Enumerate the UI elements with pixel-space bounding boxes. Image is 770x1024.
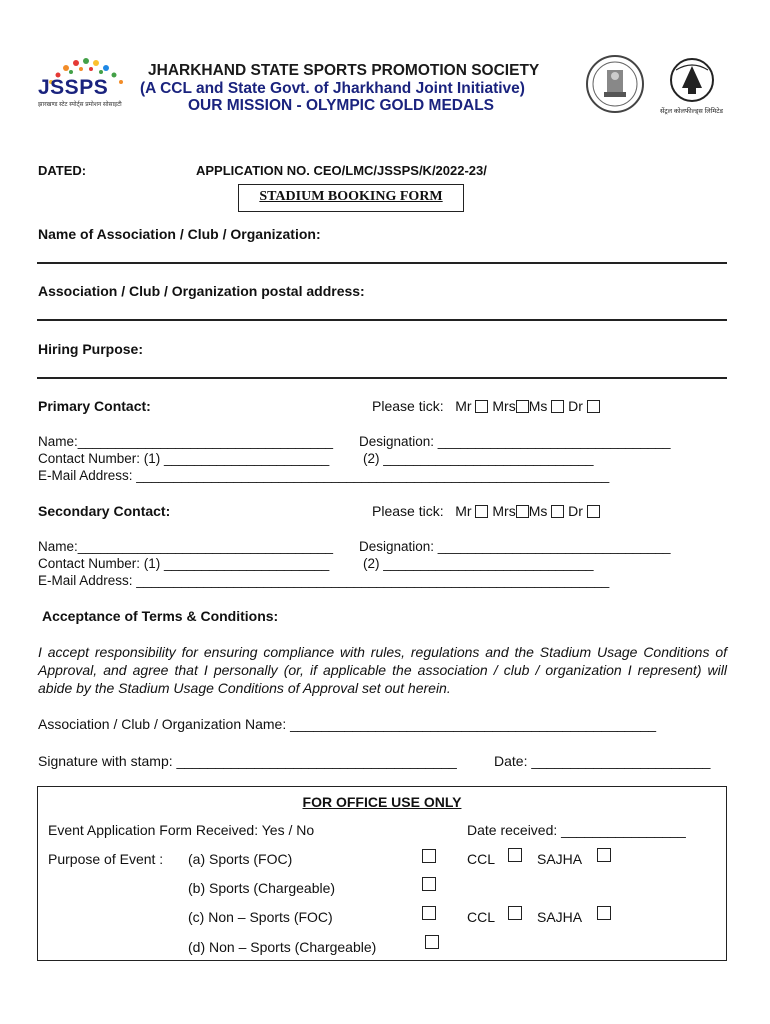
logo-tagline: झारखण्ड स्टेट स्पोर्ट्स प्रमोशन सोसाइटी	[38, 102, 122, 108]
secondary-name-field[interactable]: Name:__________________________________	[38, 539, 334, 554]
title-mrs-checkbox[interactable]	[516, 400, 529, 413]
title-mr-label: Mr	[455, 398, 472, 414]
primary-contact-number-2[interactable]: (2) ____________________________	[363, 451, 594, 466]
jssps-logo	[36, 56, 136, 112]
option-c-sajha-label: SAJHA	[537, 909, 583, 925]
coal-india-seal-icon	[662, 56, 722, 104]
title-mr-label: Mr	[455, 503, 472, 519]
option-c-ccl-checkbox[interactable]	[508, 906, 522, 920]
secondary-title-tick-row	[372, 503, 600, 519]
office-use-title: FOR OFFICE USE ONLY	[302, 794, 462, 810]
title-mr-checkbox[interactable]	[475, 400, 488, 413]
government-emblem-icon	[580, 54, 650, 114]
primary-title-tick-row	[372, 398, 600, 414]
primary-contact-heading: Primary Contact:	[38, 398, 151, 414]
date-field[interactable]: Date: _______________________	[494, 753, 711, 769]
postal-address-line[interactable]	[37, 319, 727, 321]
terms-body: I accept responsibility for ensuring compliance with rules, regulations and the Stadium Usage Conditions of Approval, and agree that I personally (or, if applicable the association / club / organization I represent) will abide by the Stadium Usage Conditions of Approval set out herein.	[38, 644, 727, 696]
form-received-label: Event Application Form Received: Yes / No	[48, 822, 315, 838]
option-a-sajha-checkbox[interactable]	[597, 848, 611, 862]
primary-email-field[interactable]: E-Mail Address: _______________________________________________________________	[38, 468, 610, 483]
option-a-sajha-label: SAJHA	[537, 851, 583, 867]
terms-heading: Acceptance of Terms & Conditions:	[42, 608, 279, 624]
secondary-email-field[interactable]: E-Mail Address: _______________________________________________________________	[38, 573, 610, 588]
title-mrs-checkbox[interactable]	[516, 505, 529, 518]
purpose-of-event-label: Purpose of Event :	[48, 851, 164, 867]
option-non-sports-foc-checkbox[interactable]	[422, 906, 436, 920]
secondary-contact-heading: Secondary Contact:	[38, 503, 171, 519]
office-use-box	[37, 786, 727, 961]
secondary-contact-number-1[interactable]: Contact Number: (1) ______________________	[38, 556, 330, 571]
primary-designation-field[interactable]: Designation: _______________________________	[359, 434, 671, 449]
association-name-label: Name of Association / Club / Organization:	[38, 226, 321, 242]
title-dr-checkbox[interactable]	[587, 505, 600, 518]
org-title: JHARKHAND STATE SPORTS PROMOTION SOCIETY	[148, 62, 540, 79]
org-name-field[interactable]: Association / Club / Organization Name: _______________________________________________	[38, 716, 657, 732]
option-non-sports-chargeable-checkbox[interactable]	[425, 935, 439, 949]
seal-caption: सेंट्रल कोलफील्ड्स लिमिटेड	[660, 108, 724, 115]
title-ms-checkbox[interactable]	[551, 400, 564, 413]
option-sports-foc-checkbox[interactable]	[422, 849, 436, 863]
title-dr-label: Dr	[568, 503, 583, 519]
option-non-sports-foc-label: (c) Non – Sports (FOC)	[188, 909, 333, 925]
title-ms-checkbox[interactable]	[551, 505, 564, 518]
option-sports-foc-label: (a) Sports (FOC)	[188, 851, 293, 867]
org-subtitle: (A CCL and State Govt. of Jharkhand Joint Initiative)	[140, 80, 525, 97]
option-c-sajha-checkbox[interactable]	[597, 906, 611, 920]
option-non-sports-chargeable-label: (d) Non – Sports (Chargeable)	[188, 939, 377, 955]
option-sports-chargeable-checkbox[interactable]	[422, 877, 436, 891]
primary-name-field[interactable]: Name:__________________________________	[38, 434, 334, 449]
option-a-ccl-label: CCL	[467, 851, 496, 867]
date-received-field[interactable]: Date received: ________________	[467, 822, 686, 838]
option-c-ccl-label: CCL	[467, 909, 496, 925]
title-mrs-label: Mrs	[492, 503, 516, 519]
postal-address-label: Association / Club / Organization postal address:	[38, 283, 365, 299]
association-name-line[interactable]	[37, 262, 727, 264]
please-tick-label: Please tick:	[372, 398, 444, 414]
mission-line: OUR MISSION - OLYMPIC GOLD MEDALS	[188, 97, 494, 114]
form-title: STADIUM BOOKING FORM	[259, 189, 443, 204]
title-ms-label: Ms	[528, 503, 548, 519]
title-mrs-label: Mrs	[492, 398, 516, 414]
title-dr-checkbox[interactable]	[587, 400, 600, 413]
dated-label: DATED:	[38, 163, 87, 178]
title-mr-checkbox[interactable]	[475, 505, 488, 518]
secondary-contact-number-2[interactable]: (2) ____________________________	[363, 556, 594, 571]
primary-contact-number-1[interactable]: Contact Number: (1) ______________________	[38, 451, 330, 466]
please-tick-label: Please tick:	[372, 503, 444, 519]
title-ms-label: Ms	[528, 398, 548, 414]
option-sports-chargeable-label: (b) Sports (Chargeable)	[188, 880, 336, 896]
hiring-purpose-line[interactable]	[37, 377, 727, 379]
signature-field[interactable]: Signature with stamp: ____________________________________	[38, 753, 457, 769]
hiring-purpose-label: Hiring Purpose:	[38, 341, 144, 357]
logo-text: JSSPS	[38, 76, 109, 99]
secondary-designation-field[interactable]: Designation: _______________________________	[359, 539, 671, 554]
title-dr-label: Dr	[568, 398, 583, 414]
application-number: APPLICATION NO. CEO/LMC/JSSPS/K/2022-23/	[196, 163, 487, 178]
option-a-ccl-checkbox[interactable]	[508, 848, 522, 862]
